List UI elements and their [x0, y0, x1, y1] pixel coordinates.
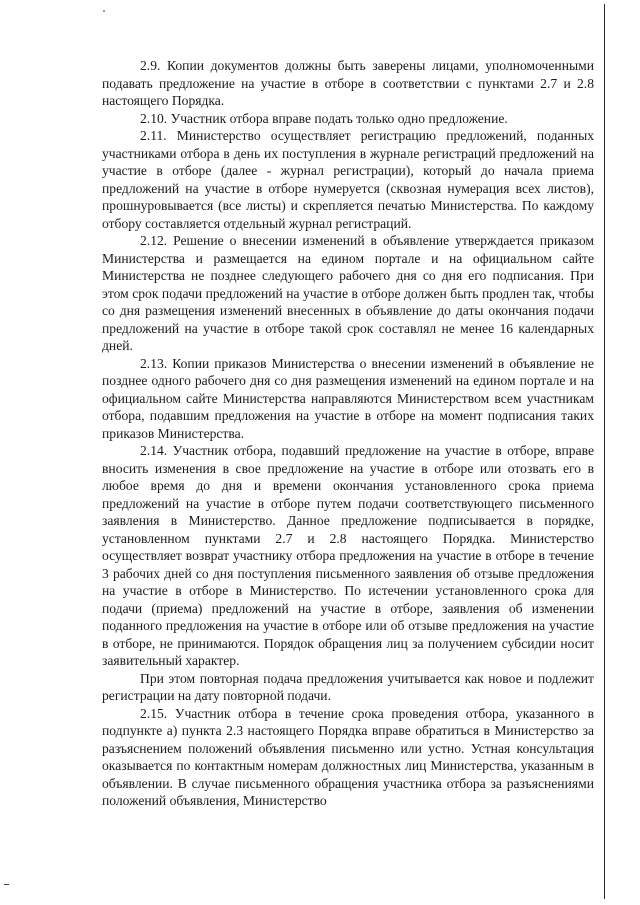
scan-speck — [103, 10, 105, 12]
document-body — [102, 57, 594, 810]
paragraph-2-12: 2.12. Решение о внесении изменений в объявление утверждается приказом Министерства и размещается на едином портале и на официальном сайте Министерства не позднее следующего рабочего дня со дня его подписания. При этом срок подачи предложений на участие в отборе должен быть продлен так, чтобы со дня размещения изменений внесенных в объявление до даты окончания подачи предложений на участие в отборе такой срок составлял не менее 16 календарных дней. — [102, 233, 594, 353]
paragraph-2-14: 2.14. Участник отбора, подавший предложение на участие в отборе, вправе вносить изменения в свое предложение на участие в отборе или отозвать его в любое время до дня и времени окончания установленного срока приема предложений на участие в отборе путем подачи соответствующего письменного заявления в Министерство. Данное предложение подписывается в порядке, установленном пунктами 2.7 и 2.8 настоящего Порядка. Министерство осуществляет возврат участнику отбора предложения на участие в отборе в течение 3 рабочих дней со дня поступления письменного заявления об отзыве предложения на участие в отборе в Министерство. По истечении установленного срока для подачи (приема) предложений на участие в отборе, заявления об изменении поданного предложения на участие в отборе или об отзыве предложения на участие в отборе, не принимаются. Порядок обращения лиц за получением субсидии носит заявительный характер. — [102, 443, 594, 668]
page-edge-line — [604, 4, 605, 899]
paragraph-2-15: 2.15. Участник отбора в течение срока проведения отбора, указанного в подпункте а) пункта 2.3 настоящего Порядка вправе обратиться в Министерство за разъяснением положений объявления письменно или устно. Устная консультация оказывается по контактным номерам должностных лиц Министерства, указанным в объявлении. В случае письменного обращения участника отбора за разъяснениями положений объявления, Министерство — [102, 705, 594, 808]
paragraph-2-11: 2.11. Министерство осуществляет регистрацию предложений, поданных участниками отбора в день их поступления в журнале регистраций предложений на участие в отборе (далее - журнал регистрации), который до начала приема предложений на участие в отборе нумеруется (сквозная нумерация всех листов), прошнуровывается (все листы) и скрепляется печатью Министерства. По каждому отбору составляется отдельный журнал регистраций. — [102, 128, 594, 231]
paragraph-2-10: 2.10. Участник отбора вправе подать только одно предложение. — [140, 110, 508, 126]
paragraph-2-9: 2.9. Копии документов должны быть заверены лицами, уполномоченными подавать предложение на участие в отборе в соответствии с пунктами 2.7 и 2.8 настоящего Порядка. — [102, 58, 594, 108]
scan-mark — [4, 884, 9, 885]
paragraph-2-13: 2.13. Копии приказов Министерства о внесении изменений в объявление не позднее одного рабочего дня со дня размещения изменений на едином портале и на официальном сайте Министерства направляются Министерством всем участникам отбора, подавшим предложения на участие в отборе на момент подписания таких приказов Министерства. — [102, 355, 594, 441]
paragraph-resubmission-note: При этом повторная подача предложения учитывается как новое и подлежит регистрации на дату повторной подачи. — [102, 670, 594, 703]
